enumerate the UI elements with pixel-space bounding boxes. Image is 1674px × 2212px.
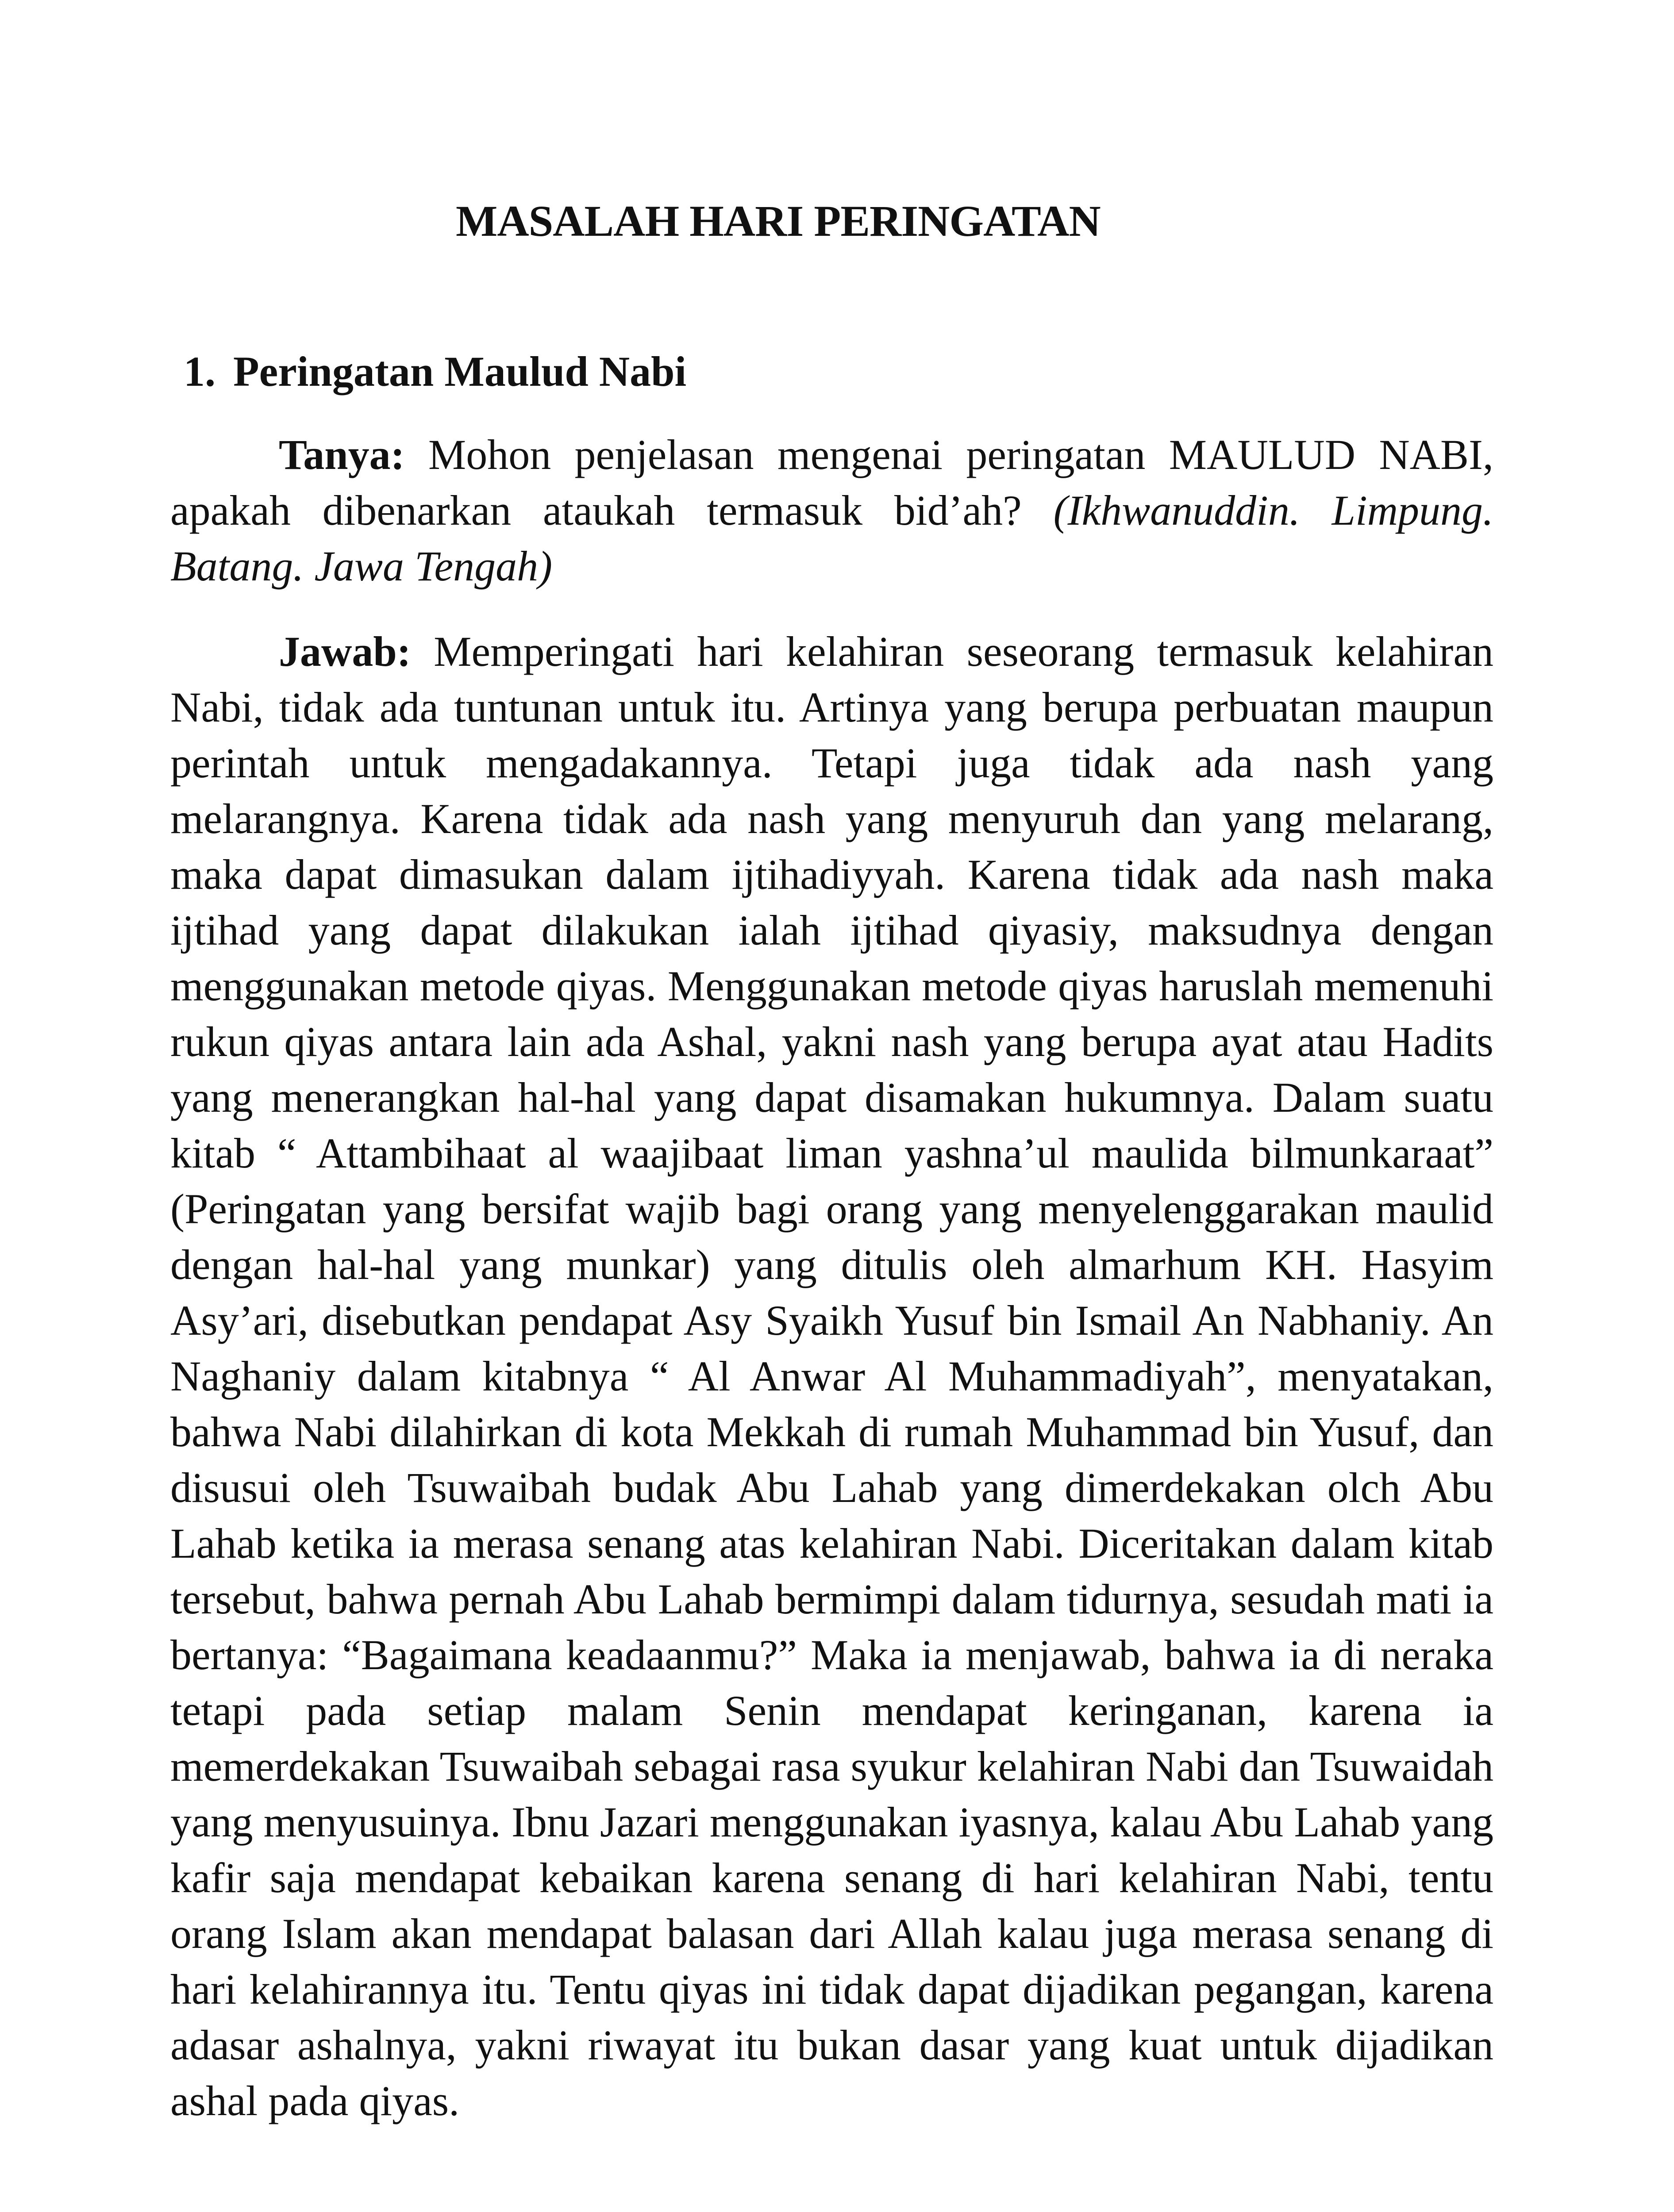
answer-paragraph	[170, 624, 1493, 2129]
section-number: 1.	[184, 348, 216, 395]
question-paragraph	[170, 427, 1493, 594]
section-title: Peringatan Maulud Nabi	[233, 348, 687, 395]
answer-label: Jawab:	[279, 628, 411, 675]
page-title: MASALAH HARI PERINGATAN	[456, 196, 1101, 246]
answer-text: Memperingati hari kelahiran seseorang termasuk kelahiran Nabi, tidak ada tuntunan untuk itu. Artinya yang berupa perbuatan maupun perintah untuk mengadakannya. Tetapi juga tidak ada nash yang melarangnya. Karena tidak ada nash yang menyuruh dan yang melarang, maka dapat dimasukan dalam ijtihadiyyah. Karena tidak ada nash maka ijtihad yang dapat dilakukan ialah ijtihad qiyasiy, maksudnya dengan menggunakan metode qiyas. Menggunakan metode qiyas haruslah memenuhi rukun qiyas antara lain ada Ashal, yakni nash yang berupa ayat atau Hadits yang menerangkan hal-hal yang dapat disamakan hukumnya. Dalam suatu kitab “ Attambihaat al waajibaat liman yashna’ul maulida bilmunkaraat” (Peringatan yang bersifat wajib bagi orang yang menyelenggarakan maulid dengan hal-hal yang munkar) yang ditulis oleh almarhum KH. Hasyim Asy’ari, disebutkan pendapat Asy Syaikh Yusuf bin Ismail An Nabhaniy. An Naghaniy dalam kitabnya “ Al Anwar Al Muhammadiyah”, menyatakan, bahwa Nabi dilahirkan di kota Mekkah di rumah Muhammad bin Yusuf, dan disusui oleh Tsuwaibah budak Abu Lahab yang dimerdekakan olch Abu Lahab ketika ia merasa senang atas kelahiran Nabi. Diceritakan dalam kitab tersebut, bahwa pernah Abu Lahab bermimpi dalam tidurnya, sesudah mati ia bertanya: “Bagaimana keadaanmu?” Maka ia menjawab, bahwa ia di neraka tetapi pada setiap malam Senin mendapat keringanan, karena ia memerdekakan Tsuwaibah sebagai rasa syukur kelahiran Nabi dan Tsuwaidah yang menyusuinya. Ibnu Jazari menggunakan iyasnya, kalau Abu Lahab yang kafir saja mendapat kebaikan karena senang di hari kelahiran Nabi, tentu orang Islam akan mendapat balasan dari Allah kalau juga merasa senang di hari kelahirannya itu. Tentu qiyas ini tidak dapat dijadikan pegangan, karena adasar ashalnya, yakni riwayat itu bukan dasar yang kuat untuk dijadikan ashal pada qiyas.	[170, 628, 1494, 2124]
question-text: Mohon penjelasan mengenai peringatan MAULUD NABI, apakah dibenarkan ataukah termasuk bid’ah?	[170, 431, 1494, 534]
section-heading	[184, 345, 686, 398]
question-label: Tanya:	[279, 431, 405, 478]
question-source: (Ikhwanuddin. Limpung. Batang. Jawa Tengah)	[170, 487, 1494, 590]
